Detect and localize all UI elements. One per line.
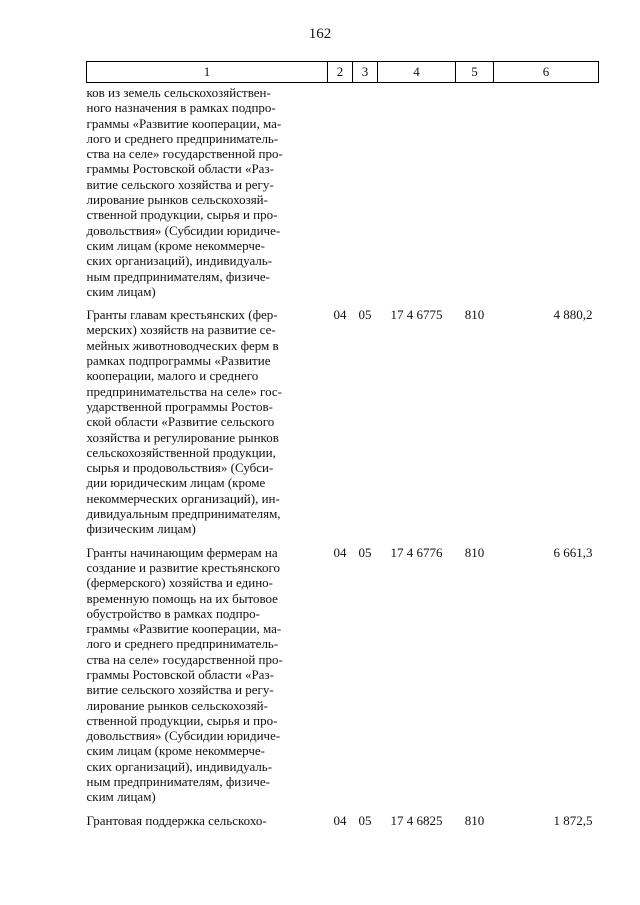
description-line: мерских) хозяйств на развитие се- [86,322,276,338]
description-line: мейных животноводческих ферм в [86,337,279,353]
description-line: ков из земель сельскохозяйствен- [86,85,271,100]
description-line: (фермерского) хозяйства и едино- [86,575,274,591]
description-line: дивидуальным предпринимателям, [86,506,281,522]
description-line: временную помощь на их бытовое [86,590,278,606]
description-line: ственной продукции, сырья и про- [86,207,278,223]
description-line: ным предпринимателям, физиче- [86,774,270,790]
description-line: хозяйства и регулирование рынков [86,429,279,445]
description-line: ским лицам) [86,283,156,299]
target-article-code: 17 4 6776 [390,544,443,560]
section-code: 04 [333,544,347,560]
section-code: 04 [333,812,347,828]
amount: 4 880,2 [553,307,593,323]
description-line: дии юридическим лицам (кроме [86,475,266,491]
description-line: физическим лицам) [86,521,196,537]
target-article-code: 17 4 6825 [390,812,443,828]
table-row [87,813,599,836]
description-line: ственной продукции, сырья и про- [86,712,278,728]
description-line: лого и среднего предприниматель- [86,130,279,146]
amount: 1 872,5 [553,812,593,828]
description-line: ским лицам (кроме некоммерче- [86,743,265,759]
row-description [87,307,328,544]
table-body [87,83,599,836]
description-line: лого и среднего предприниматель- [86,636,279,652]
description-line: ударственной программы Ростов- [86,398,273,414]
header-row [87,62,599,83]
description-line: лирование рынков сельскохозяй- [86,192,268,208]
description-line: ным предпринимателям, физиче- [86,268,270,284]
description-line: ским лицам (кроме некоммерче- [86,237,265,253]
description-line: Гранты главам крестьянских (фер- [86,307,278,323]
description-line: ства на селе» государственной про- [86,651,283,667]
description-line: создание и развитие крестьянского [86,559,281,575]
description-line: обустройство в рамках подпро- [86,605,260,621]
description-line: ским лицам) [86,789,156,805]
description-line: рамках подпрограммы «Развитие [86,353,271,369]
description-line: ских организаций), индивидуаль- [86,253,273,269]
column-header-2: 2 [328,62,353,83]
description-line: довольствия» (Субсидии юридиче- [86,222,281,238]
description-line: ного назначения в рамках подпро- [86,100,276,116]
description-line: ских организаций), индивидуаль- [86,758,273,774]
column-header-6: 6 [494,62,599,83]
column-header-4: 4 [378,62,456,83]
description-line: Грантовая поддержка сельскохо- [86,812,267,828]
row-description [87,83,328,308]
description-line: Гранты начинающим фермерам на [86,544,278,560]
description-line: предпринимательства на селе» гос- [86,383,282,399]
description-line: граммы «Развитие кооперации, ма- [86,115,282,131]
description-line: кооперации, малого и среднего [86,368,259,384]
description-line: ства на селе» государственной про- [86,146,283,162]
table-row [87,545,599,813]
target-article-code: 17 4 6775 [390,307,443,323]
description-line: некоммерческих организаций), ин- [86,490,280,506]
subsection-code: 05 [358,307,372,323]
expense-type-code: 810 [464,307,485,323]
description-line: граммы Ростовской области «Раз- [86,666,274,682]
description-line: сырья и продовольствия» (Субси- [86,460,274,476]
table-row [87,83,599,308]
budget-table [86,61,599,836]
expense-type-code [456,83,494,308]
description-line: граммы «Развитие кооперации, ма- [86,621,282,637]
table-header [87,62,599,83]
subsection-code: 05 [358,812,372,828]
expense-type-code: 810 [464,544,485,560]
column-header-3: 3 [353,62,378,83]
description-line: витие сельского хозяйства и регу- [86,682,274,698]
expense-type-code: 810 [464,812,485,828]
description-line: сельскохозяйственной продукции, [86,444,276,460]
row-description [87,545,328,813]
row-description [87,813,328,836]
table-row [87,307,599,544]
section-code: 04 [333,307,347,323]
subsection-code: 05 [358,544,372,560]
target-article-code [378,83,456,308]
column-header-5: 5 [456,62,494,83]
page-number: 162 [308,26,332,42]
description-line: витие сельского хозяйства и регу- [86,176,274,192]
amount [494,83,599,308]
description-line: лирование рынков сельскохозяй- [86,697,268,713]
description-line: довольствия» (Субсидии юридиче- [86,728,281,744]
subsection-code [353,83,378,308]
description-line: граммы Ростовской области «Раз- [86,161,274,177]
column-header-1: 1 [87,62,328,83]
section-code [328,83,353,308]
amount: 6 661,3 [553,544,593,560]
description-line: ской области «Развитие сельского [86,414,275,430]
